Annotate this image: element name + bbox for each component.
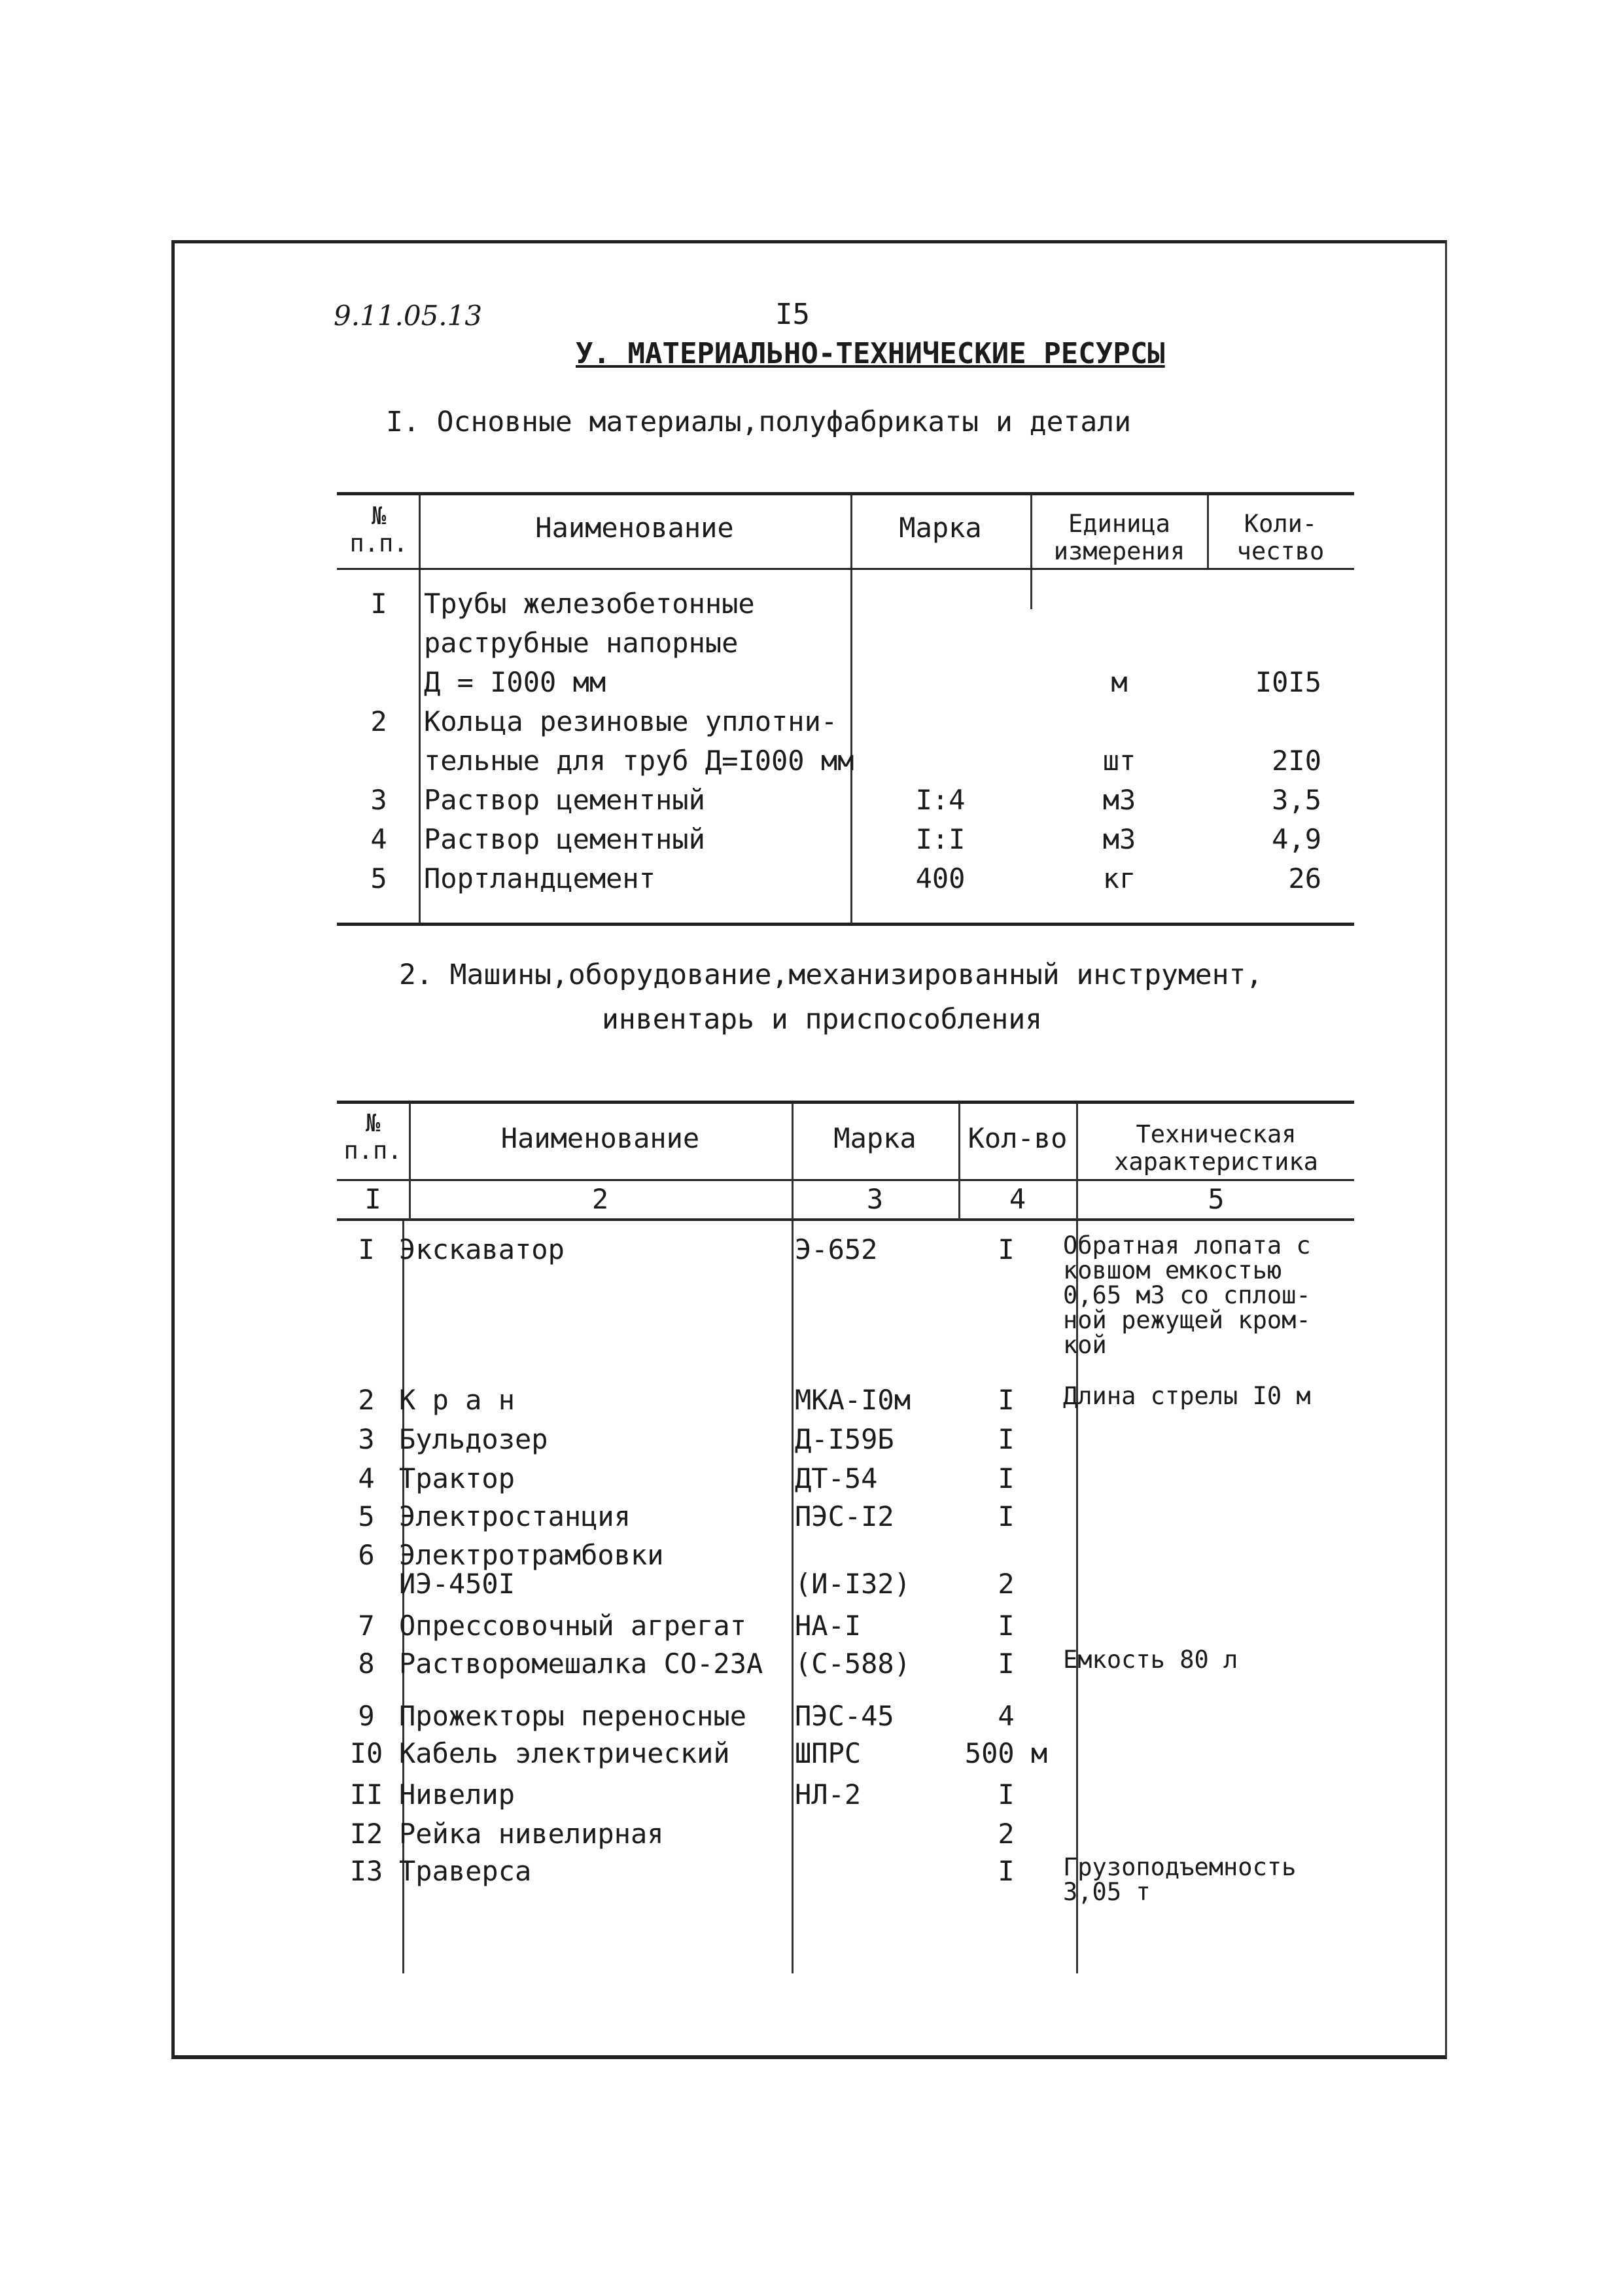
machines-table-colnum-rule [337,1218,1354,1221]
materials-row-name: тельные для труб Д=I000 мм [424,745,854,777]
machines-row-qty: I [998,1648,1015,1680]
materials-row-name: Трубы железобетонные [424,588,755,620]
materials-row-name: Портландцемент [424,862,656,894]
machines-row-mark: (С-588) [795,1648,911,1680]
materials-row-num: I [370,588,387,620]
machines-row-mark: Д-I59Б [795,1423,894,1455]
materials-table-top-rule [337,492,1354,495]
materials-unit-col-divider [1030,570,1032,609]
materials-row-mark: I:4 [915,784,966,816]
machines-row-spec: 0,65 м3 со сплош- [1063,1281,1311,1309]
materials-row-unit: м [1111,666,1128,698]
machines-row-spec: Длина стрелы I0 м [1063,1382,1311,1410]
header-qty-line2: чество [1236,537,1325,565]
machines-col-divider [1076,1103,1078,1220]
header-spec-line2: характеристика [1114,1148,1318,1176]
machines-row-mark: НА-I [795,1610,862,1642]
materials-row-qty: 3,5 [1272,784,1321,816]
header-name: Наименование [500,1122,700,1154]
column-number: 3 [866,1183,884,1215]
materials-header-col-divider [419,495,421,568]
column-number: 4 [1009,1183,1026,1215]
materials-table-header-rule [337,568,1354,570]
machines-title-line2: инвентарь и приспособления [602,1003,1043,1036]
column-number: 2 [591,1183,609,1215]
materials-row-unit: м3 [1102,784,1136,816]
machines-row-qty: I [998,1423,1015,1455]
machines-row-num: I3 [349,1855,383,1887]
document-code: 9.11.05.13 [334,300,483,332]
materials-row-name: Раствор цементный [424,784,705,816]
machines-row-qty: I [998,1384,1015,1416]
machines-row-name: Опрессовочный агрегат [399,1610,747,1642]
materials-row-name: Д = I000 мм [424,666,606,698]
header-unit-line1: Единица [1068,510,1170,538]
machines-table-header-rule [337,1179,1354,1181]
machines-row-qty: I [998,1855,1015,1887]
machines-row-num: 7 [358,1610,375,1642]
machines-row-spec: ной режущей кром- [1063,1306,1311,1334]
machines-row-num: I0 [349,1737,383,1769]
machines-row-qty: I [998,1500,1015,1532]
machines-row-mark: ПЭС-45 [795,1700,894,1732]
materials-row-qty: 26 [1288,862,1321,894]
machines-row-num: 8 [358,1648,375,1680]
machines-row-qty: 2 [998,1568,1015,1600]
machines-row-qty: 500 м [964,1737,1048,1769]
machines-row-name: Нивелир [399,1778,515,1810]
materials-row-mark: I:I [915,823,966,855]
machines-row-spec: Емкость 80 л [1063,1646,1238,1674]
machines-row-num: I [358,1233,375,1265]
header-qty: Кол-во [968,1122,1068,1154]
machines-row-spec: кой [1063,1331,1107,1359]
header-mark: Марка [833,1122,916,1154]
machines-row-mark: (И-I32) [795,1568,911,1600]
machines-row-mark: ШПРС [795,1737,862,1769]
machines-mark-col-divider [792,1221,794,1973]
header-num-symbol: № [371,502,387,530]
machines-row-qty: 2 [998,1818,1015,1850]
materials-row-qty: I0I5 [1255,666,1321,698]
materials-title: I. Основные материалы,полуфабрикаты и детали [386,406,1132,438]
column-number: 5 [1208,1183,1225,1215]
machines-row-num: 9 [358,1700,375,1732]
machines-row-name: Растворомешалка СО-23А [399,1648,763,1680]
machines-col-divider [409,1103,411,1220]
materials-row-unit: кг [1102,862,1136,894]
machines-row-num: 3 [358,1423,375,1455]
machines-row-num: 6 [358,1539,375,1571]
materials-row-qty: 4,9 [1272,823,1321,855]
machines-row-qty: 4 [998,1700,1015,1732]
materials-header-col-divider [850,495,852,568]
header-name: Наименование [535,512,734,544]
machines-row-spec: 3,05 т [1063,1878,1151,1906]
materials-row-name: Раствор цементный [424,823,705,855]
machines-row-mark: ДТ-54 [795,1462,878,1494]
materials-row-num: 5 [370,862,387,894]
machines-row-name: ИЭ-450I [399,1568,515,1600]
machines-row-spec: Грузоподъемность [1063,1853,1297,1881]
machines-row-name: Траверса [399,1855,532,1887]
machines-col-divider [792,1103,794,1220]
machines-row-mark: Э-652 [795,1233,878,1265]
column-number: I [364,1183,381,1215]
section-title: У. МАТЕРИАЛЬНО-ТЕХНИЧЕСКИЕ РЕСУРСЫ [576,337,1165,370]
materials-row-num: 3 [370,784,387,816]
materials-name-col-divider [419,570,421,923]
machines-row-mark: МКА-I0м [795,1384,911,1416]
materials-row-qty: 2I0 [1272,745,1321,777]
header-num-label: п.п. [349,529,408,557]
materials-row-name: раструбные напорные [424,627,739,659]
machines-row-name: Электротрамбовки [399,1539,664,1571]
machines-row-name: Бульдозер [399,1423,548,1455]
machines-row-name: Экскаватор [399,1233,565,1265]
machines-row-num: I2 [349,1818,383,1850]
machines-row-num: 4 [358,1462,375,1494]
materials-row-unit: шт [1102,745,1136,777]
machines-row-num: 5 [358,1500,375,1532]
header-qty-line1: Коли- [1244,510,1318,538]
machines-row-name: Трактор [399,1462,515,1494]
machines-row-qty: I [998,1233,1015,1265]
materials-row-num: 2 [370,705,387,737]
machines-row-name: Электростанция [399,1500,631,1532]
materials-table-bottom-rule [337,923,1354,926]
header-spec-line1: Техническая [1136,1120,1297,1148]
machines-row-num: II [349,1778,383,1810]
machines-row-name: Прожекторы переносные [399,1700,747,1732]
machines-row-name: К р а н [399,1384,515,1416]
materials-row-mark: 400 [915,862,966,894]
materials-row-num: 4 [370,823,387,855]
machines-row-num: 2 [358,1384,375,1416]
machines-row-mark: НЛ-2 [795,1778,862,1810]
machines-row-qty: I [998,1610,1015,1642]
machines-row-qty: I [998,1778,1015,1810]
machines-row-name: Кабель электрический [399,1737,730,1769]
machines-row-name: Рейка нивелирная [399,1818,664,1850]
materials-header-col-divider [1030,495,1032,568]
machines-table-top-rule [337,1101,1354,1104]
machines-row-qty: I [998,1462,1015,1494]
header-mark: Марка [899,512,982,544]
machines-row-mark: ПЭС-I2 [795,1500,894,1532]
header-num-symbol: № [365,1109,381,1137]
materials-row-unit: м3 [1102,823,1136,855]
materials-header-col-divider [1207,495,1209,568]
machines-row-spec: ковшом емкостью [1063,1256,1282,1284]
materials-row-name: Кольца резиновые уплотни- [424,705,838,737]
machines-title-line1: 2. Машины,оборудование,механизированный инструмент, [399,959,1263,991]
header-unit-line2: измерения [1053,537,1185,565]
header-num-label: п.п. [343,1137,402,1165]
page-number: I5 [775,298,810,331]
machines-row-spec: Обратная лопата с [1063,1231,1311,1260]
